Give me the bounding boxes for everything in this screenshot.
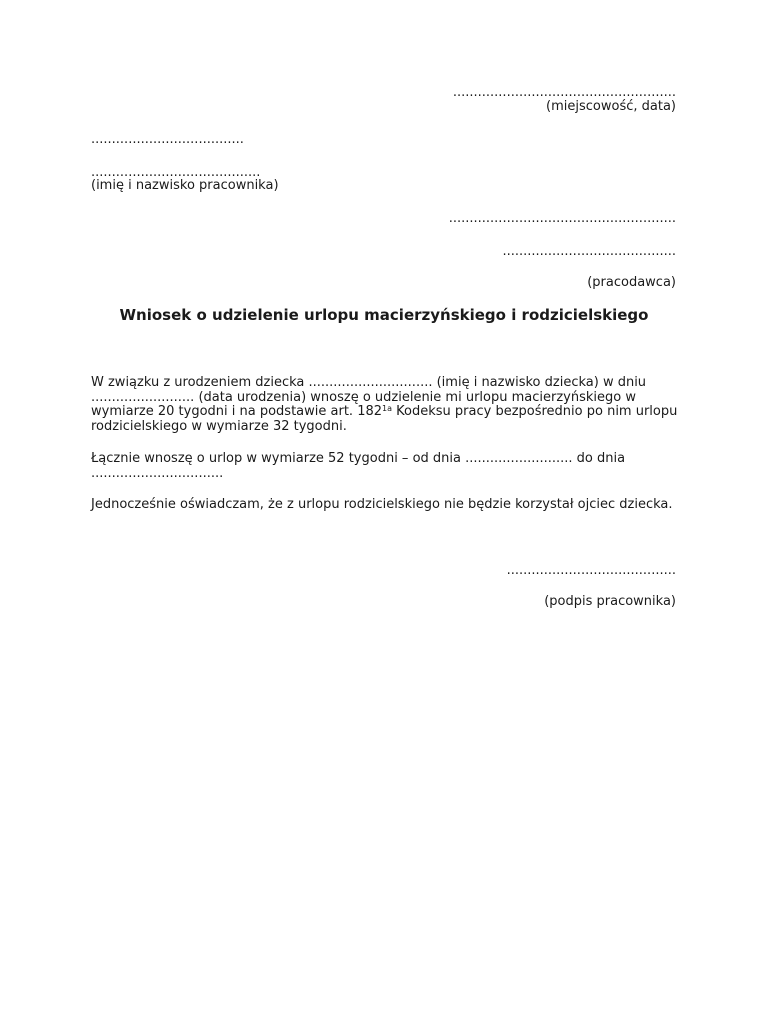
paragraph-1-text-b: Kodeksu pracy bezpośrednio po nim urlopu rodzicielskiego w wymiarze 32 tygodni. bbox=[91, 404, 678, 434]
place-date-label: (miejscowość, data) bbox=[546, 99, 676, 114]
employer-dots-1: ....................................................... bbox=[448, 211, 676, 226]
paragraph-1-text-a: W związku z urodzeniem dziecka .............................. (imię i nazwisko dziecka) w dniu ......................... (data urodzenia) wnoszę o udzielenie mi urlopu macierzyńskiego w wymiarze 20 tygodni i na podstawie art. 182 bbox=[91, 375, 647, 419]
paragraph-3: Jednocześnie oświadczam, że z urlopu rodzicielskiego nie będzie korzystał ojciec dziecka. bbox=[91, 497, 673, 512]
employee-dots-1: ..................................... bbox=[91, 132, 244, 147]
employer-label: (pracodawca) bbox=[587, 275, 676, 290]
paragraph-2: Łącznie wnoszę o urlop w wymiarze 52 tygodni – od dnia .......................... do dnia ................................ bbox=[91, 451, 626, 481]
article-superscript: 1a bbox=[382, 404, 393, 413]
paragraph-1 bbox=[91, 376, 681, 434]
signature-dots: ......................................... bbox=[506, 563, 676, 578]
employee-dots-2: ......................................... bbox=[91, 165, 261, 180]
employer-dots-2: .......................................... bbox=[502, 244, 676, 259]
place-date-dots: ...................................................... bbox=[452, 85, 676, 100]
signature-label: (podpis pracownika) bbox=[544, 594, 676, 609]
document-title: Wniosek o udzielenie urlopu macierzyńskiego i rodzicielskiego bbox=[119, 306, 649, 324]
employee-label: (imię i nazwisko pracownika) bbox=[91, 178, 279, 193]
